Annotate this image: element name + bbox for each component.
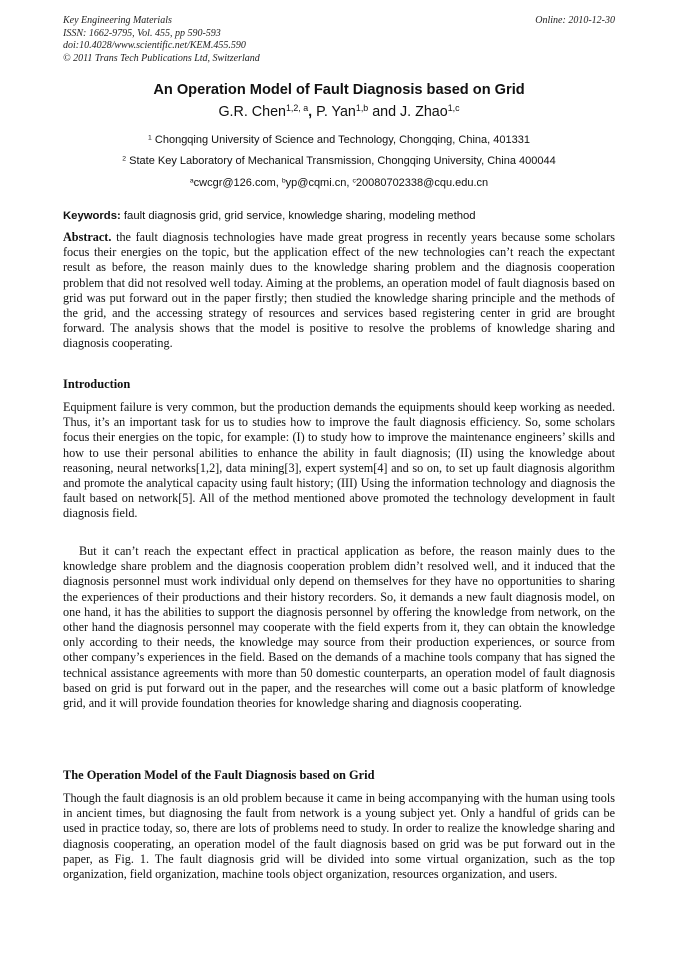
body-paragraph: But it can’t reach the expectant effect in practical application as before, the reason mainly dues to the knowledge share problem and the diagnosis cooperation problem didn’t resolved well, and it induced that the diagnosis personnel must work individual only depend on themselves for they have no opportunities to sharing the experiences of their productions and their history recorders. So, it demands a new fault diagnosis model, on one hand, it has the abilities to support the diagnosis personnel by offering the knowledge from network, on the other hand the diagnosis personnel may cooperate with the field experts from it, they can obtain the knowledge only according to their needs, the knowledge may source from their production experiences, or source from other company’s experiences in the field. Based on the demands of a machine tools company that has signed the technical assistance agreements with more than 50 domestic counterparts, an operation model of fault diagnosis based on grid is put forward out in the paper, and the researches will come out a basic platform of knowledge grid, and it will provide foundation theories for knowledge sharing and diagnosis cooperating. <box>63 544 615 711</box>
author-name: P. Yan <box>316 104 356 120</box>
email-address[interactable]: yp@cqmi.cn, <box>285 177 353 189</box>
affiliation-text: State Key Laboratory of Mechanical Transmission, Chongqing University, China 400044 <box>129 155 556 167</box>
author-affil-mark: 1,2, a <box>285 103 309 114</box>
journal-name: Key Engineering Materials <box>63 15 172 26</box>
email-address[interactable]: cwcgr@126.com, <box>193 177 282 189</box>
author-affil-mark: 1,c <box>447 103 460 114</box>
email-list <box>0 176 678 190</box>
issn-line: ISSN: 1662-9795, Vol. 455, pp 590-593 <box>63 27 221 39</box>
abstract-text: the fault diagnosis technologies have made great progress in recently years because some scholars focus their energies on the topic, but the application effect of the new technologies can’t reach the expectant result as before, the reason mainly dues to the knowledge sharing problem and the diagnosis cooperation problem that did not resolved well today. Aiming at the problems, an operation model of fault diagnosis based on grid was put forward out in the paper firstly; then studied the knowledge sharing principle and the methods of the grid, and the accessing strategy of resources and services based registering center in grid are brought forward. The analysis shows that the model is positive to resolve the problems of knowledge sharing and diagnosis cooperating. <box>63 230 616 351</box>
email-mark: c <box>352 177 356 185</box>
affiliation-mark: 1 <box>148 134 152 142</box>
body-paragraph: Though the fault diagnosis is an old problem because it came in being accompanying with the human using tools in ancient times, but diagnosing the fault from network is a young subject yet. Only a handful of grids can be used in practice today, so, there are lots of problems need to study. In order to realize the knowledge sharing and diagnosis cooperating, an operation model of the fault diagnosis based on grid was be put forward out in the paper, as Fig. 1. The fault diagnosis grid will be divided into some virtual organization, such as the top organization, field organization, machine tools object organization, resources organization, and users. <box>63 791 615 882</box>
paper-title: An Operation Model of Fault Diagnosis based on Grid <box>153 82 525 98</box>
author-list <box>0 103 678 121</box>
section-heading-introduction: Introduction <box>63 377 131 391</box>
abstract <box>63 230 615 352</box>
email-mark: a <box>189 177 194 185</box>
author-name: J. Zhao <box>400 104 448 120</box>
keywords-text: fault diagnosis grid, grid service, knowledge sharing, modeling method <box>123 210 476 222</box>
author-separator: , <box>308 104 313 120</box>
affiliation-text: Chongqing University of Science and Technology, Chongqing, China, 401331 <box>154 134 530 146</box>
affiliation-mark: 2 <box>122 155 127 163</box>
email-address[interactable]: 20080702338@cqu.edu.cn <box>355 177 489 189</box>
abstract-label: Abstract. <box>63 230 112 244</box>
keywords-label: Keywords: <box>63 210 121 222</box>
section-heading-operation-model: The Operation Model of the Fault Diagnosis based on Grid <box>63 768 375 782</box>
email-mark: b <box>281 177 286 185</box>
author-name: G.R. Chen <box>218 104 286 120</box>
author-affil-mark: 1,b <box>355 103 369 114</box>
doi-line: doi:10.4028/www.scientific.net/KEM.455.590 <box>63 40 246 51</box>
keywords <box>63 209 615 223</box>
journal-meta <box>63 15 260 65</box>
affiliation <box>0 133 678 147</box>
copyright-line: © 2011 Trans Tech Publications Ltd, Switzerland <box>63 52 260 64</box>
author-separator: and <box>368 104 401 120</box>
affiliation <box>0 154 678 168</box>
body-paragraph: Equipment failure is very common, but the production demands the equipments should keep working as needed. Thus, it’s an important task for us to studies how to improve the fault diagnosis efficiency. So, some scholars focus their energies on the topic, for example: (I) to study how to improve the maintenance engineers’ skills and how to use their personal abilities to enhance the ability in fault diagnosis; (II) using the knowledge about reasoning, neural networks[1,2], data mining[3], expert system[4] and so on, to set up fault diagnosis algorithm and promote the analytical capacity using fault history; (III) Using the information technology and diagnosis the fault based on network[5]. All of the method mentioned above promoted the technology development in fault diagnosis field. <box>63 400 615 521</box>
online-date: Online: 2010-12-30 <box>535 15 615 26</box>
